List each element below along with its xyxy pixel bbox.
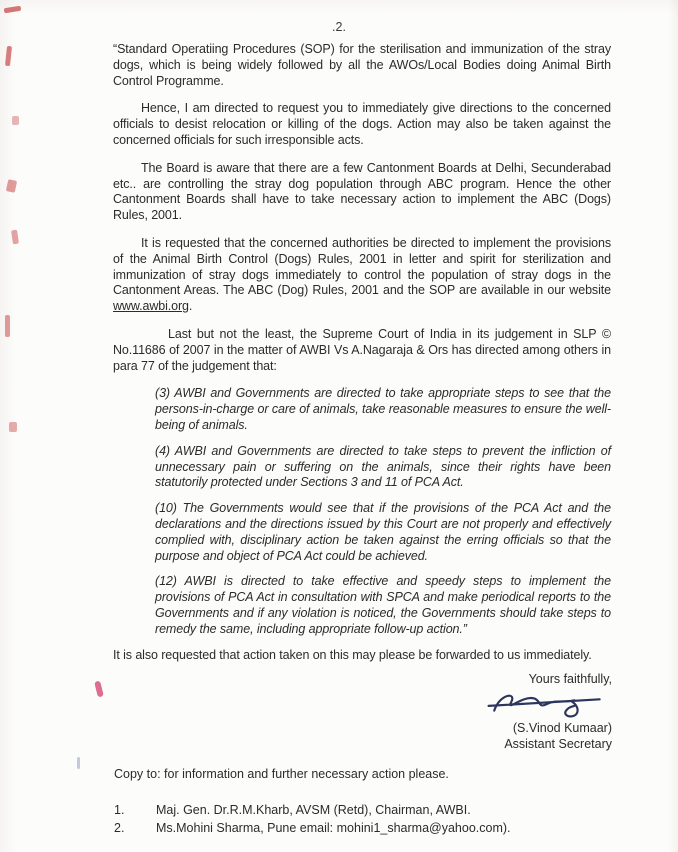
signature-block	[432, 671, 612, 752]
awbi-website-link: www.awbi.org	[113, 299, 189, 314]
signatory-name: (S.Vinod Kumaar)	[512, 721, 612, 735]
signatory-title: Assistant Secretary	[504, 737, 612, 751]
scan-artifact	[6, 179, 17, 193]
copy-item-number: 1.	[114, 803, 125, 817]
copy-item-number: 2.	[114, 820, 125, 835]
judgement-quote-3: (3) AWBI and Governments are directed to take appropriate steps to see that the persons-in-charge or care of animals, take reasonable measures to ensure the well-being of animals.	[155, 386, 611, 432]
page-number: .2.	[332, 20, 346, 34]
copy-item-text: Ms.Mohini Sharma, Pune email: mohini1_sharma@yahoo.com).	[156, 820, 511, 835]
para-directions-request: Hence, I am directed to request you to immediately give directions to the concerned officials to desist relocation or killing of the dogs. Action may also be taken against the concerned officials for such irresponsible acts.	[113, 101, 611, 147]
para-abc-period: .	[188, 299, 193, 314]
scan-artifact	[4, 6, 22, 14]
copy-item	[114, 820, 614, 837]
judgement-quote-4: (4) AWBI and Governments are directed to take steps to prevent the infliction of unnecessary pain or suffering on the animals, since their rights have been statutorily protected under Sections 3 and 11 of PCA Act.	[155, 443, 611, 490]
copy-section	[114, 766, 614, 837]
pen-mark	[94, 681, 104, 698]
signature	[484, 688, 608, 720]
scan-artifact	[11, 230, 19, 245]
scan-artifact	[77, 757, 80, 769]
scan-artifact	[9, 422, 17, 432]
valediction: Yours faithfully,	[528, 672, 612, 686]
para-abc-implementation	[113, 236, 611, 315]
para-action-taken: It is also requested that action taken on this may please be forwarded to us immediately.	[113, 647, 592, 662]
para-abc-text: It is requested that the concerned authorities be directed to implement the provisions of the Animal Birth Control (Dogs) Rules, 2001 in letter and spirit for sterilization and immunization of stray dogs immediately to control the population of stray dogs in the Cantonment Areas. The ABC (Dog) Rules, 2001 and the SOP are available in our website	[113, 235, 611, 298]
scan-artifact	[5, 46, 12, 66]
copy-item	[114, 802, 614, 819]
judgement-quote-12: (12) AWBI is directed to take effective and speedy steps to implement the provisions of PCA Act in consultation with SPCA and make periodical reports to the Governments and if any violation is noticed, the Governments should take steps to remedy the same, including appropriate follow-up action.”	[155, 574, 611, 636]
para-sop-continuation: “Standard Operatiing Procedures (SOP) for the sterilisation and immunization of the stray dogs, which is being widely followed by all the AWOs/Local Bodies doing Animal Birth Control Programme.	[113, 42, 611, 88]
letter-body	[113, 42, 611, 675]
scan-artifact	[12, 116, 19, 125]
copy-item-text: Maj. Gen. Dr.R.M.Kharb, AVSM (Retd), Chairman, AWBI.	[156, 803, 471, 817]
copy-list	[114, 802, 614, 836]
para-cantonment-boards: The Board is aware that there are a few Cantonment Boards at Delhi, Secunderabad etc.. are controlling the stray dog population through ABC program. Hence the other Cantonment Boards shall have to take necessary action to implement the ABC (Dogs) Rules, 2001.	[113, 160, 611, 223]
scan-artifact	[5, 315, 10, 337]
para-supreme-court: Last but not the least, the Supreme Court of India in its judgement in SLP © No.11686 of 2007 in the matter of AWBI Vs A.Nagaraja & Ors has directed among others in para 77 of the judgement that:	[113, 326, 611, 373]
judgement-quote-10: (10) The Governments would see that if the provisions of the PCA Act and the declarations and the directions issued by this Court are not properly and effectively complied with, disciplinary action be taken against the erring officials so that the purpose and object of PCA Act could be achieved.	[155, 501, 611, 563]
copy-to-heading: Copy to: for information and further necessary action please.	[114, 767, 449, 781]
